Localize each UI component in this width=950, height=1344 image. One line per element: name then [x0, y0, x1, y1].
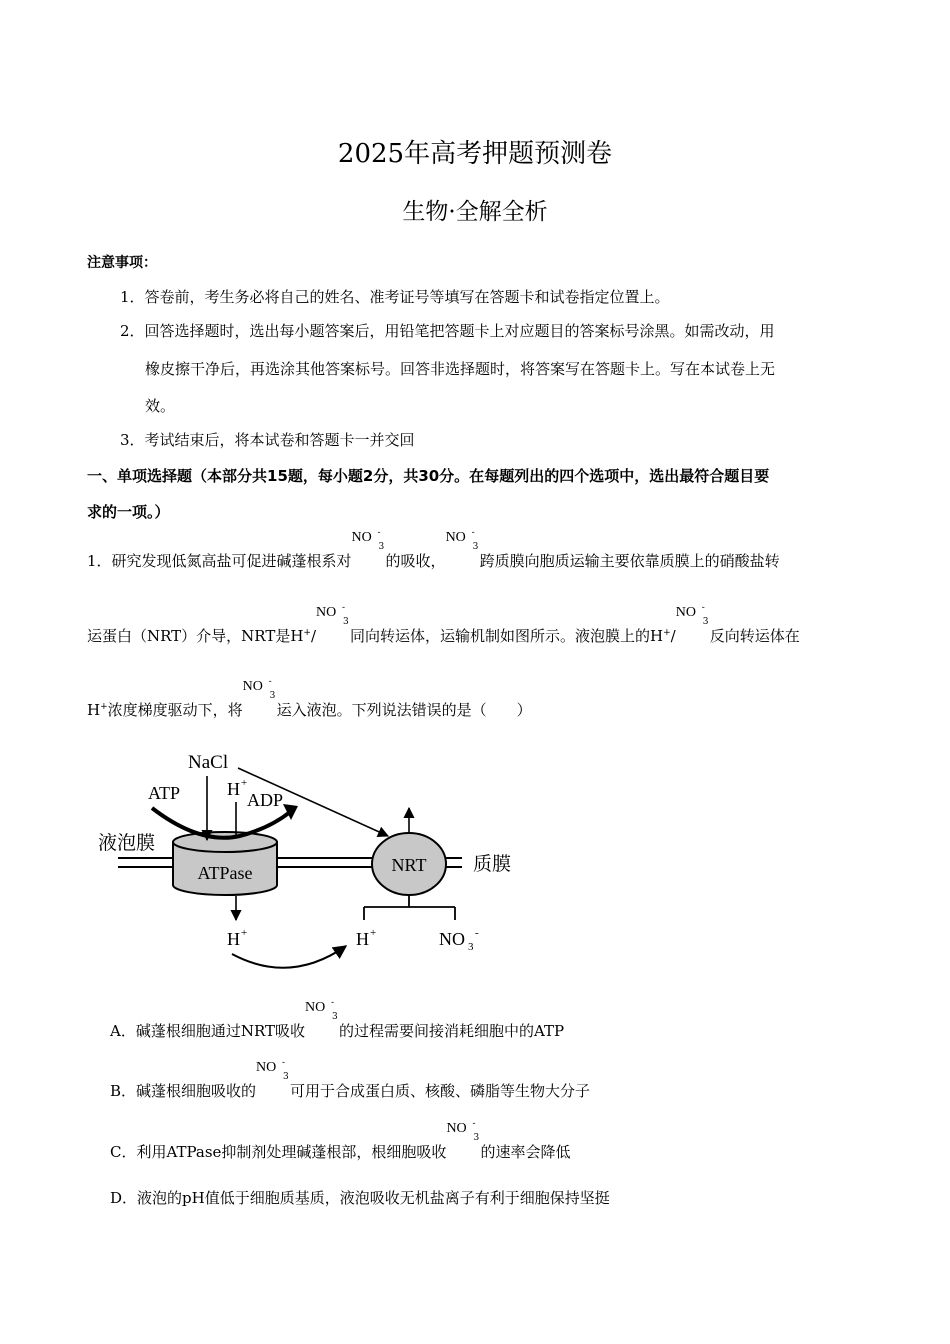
- no3-formula: NO - 3: [351, 528, 385, 552]
- no3-formula: NO - 3: [256, 1058, 289, 1082]
- atpase-top: [173, 832, 277, 852]
- notice-heading: 注意事项：: [87, 255, 157, 271]
- question-1-line-3: [87, 677, 532, 720]
- nacl-label: NaCl: [188, 752, 229, 773]
- question-text: 运蛋白（NRT）介导，NRT是H: [87, 627, 304, 645]
- option-text: C．利用ATPase抑制剂处理碱蓬根部，根细胞吸收: [110, 1143, 447, 1161]
- question-text: 反向转运体在: [709, 627, 800, 645]
- vacuole-membrane-label: 液泡膜: [98, 833, 156, 854]
- no3-subscript: 3: [468, 941, 474, 953]
- no3-formula: NO - 3: [242, 677, 276, 701]
- no3-superscript: -: [475, 927, 479, 939]
- question-text: H: [87, 701, 101, 719]
- option-text: 的过程需要间接消耗细胞中的ATP: [339, 1022, 565, 1040]
- question-text: 1．研究发现低氮高盐可促进碱蓬根系对: [87, 552, 352, 570]
- no3-formula: NO - 3: [305, 998, 338, 1022]
- h-gradient-arrow: [232, 946, 346, 968]
- atp-label: ATP: [148, 783, 181, 803]
- option-c[interactable]: [110, 1119, 571, 1162]
- h-plus: +: [370, 927, 377, 939]
- question-text: 的吸收，: [385, 552, 446, 570]
- question-text: 运入液泡。下列说法错误的是（ ）: [276, 701, 532, 719]
- question-1-line-2: [87, 603, 800, 646]
- question-text: /: [310, 627, 317, 645]
- notice-item-2-line-1: 2．回答选择题时，选出每小题答案后，用铅笔把答题卡上对应题目的答案标号涂黑。如需改动，用: [120, 322, 775, 340]
- page-subtitle: 生物·全解全析: [402, 199, 548, 225]
- no3-formula: NO - 3: [675, 603, 709, 627]
- superscript: +: [303, 628, 311, 638]
- atpase-label: ATPase: [197, 863, 253, 883]
- notice-item-2-line-2: 橡皮擦干净后，再选涂其他答案标号。回答非选择题时，将答案写在答题卡上。写在本试卷上无: [145, 360, 776, 378]
- page-title: 2025年高考押题预测卷: [337, 139, 613, 169]
- no3-label-bottom: NO: [439, 929, 465, 949]
- no3-formula: NO - 3: [446, 1119, 480, 1143]
- nrt-label: NRT: [391, 855, 427, 875]
- notice-item-2-line-3: 效。: [145, 397, 176, 415]
- option-text: 可用于合成蛋白质、核酸、磷脂等生物大分子: [290, 1082, 591, 1100]
- no3-formula: NO - 3: [316, 603, 349, 627]
- option-text: B．碱蓬根细胞吸收的: [110, 1082, 257, 1100]
- option-b[interactable]: [110, 1058, 591, 1101]
- question-text: 跨质膜向胞质运输主要依靠质膜上的硝酸盐转: [479, 552, 780, 570]
- superscript: +: [100, 702, 108, 712]
- h-label-bottom-left: H: [227, 929, 240, 949]
- notice-item-1: 1．答卷前，考生务必将自己的姓名、准考证号等填写在答题卡和试卷指定位置上。: [120, 288, 670, 306]
- adp-label: ADP: [247, 790, 284, 810]
- h-plus: +: [241, 927, 248, 939]
- question-1-line-1: [87, 528, 780, 571]
- no3-formula: NO - 3: [445, 528, 479, 552]
- option-text: 的速率会降低: [480, 1143, 571, 1161]
- option-d[interactable]: D．液泡的pH值低于细胞质基质，液泡吸收无机盐离子有利于细胞保持坚挺: [110, 1189, 610, 1207]
- h-label-top: H: [227, 779, 240, 799]
- question-text: 浓度梯度驱动下，将: [107, 701, 243, 719]
- question-text: /: [670, 627, 676, 645]
- option-a[interactable]: [110, 998, 565, 1041]
- notice-item-3: 3．考试结束后，将本试卷和答题卡一并交回: [120, 431, 415, 449]
- transport-diagram: [90, 740, 530, 980]
- h-label-bottom-right: H: [356, 929, 369, 949]
- superscript: +: [663, 628, 671, 638]
- section-heading-line-2: 求的一项。）: [87, 503, 170, 521]
- question-text: 同向转运体，运输机制如图所示。液泡膜上的H: [350, 627, 664, 645]
- h-plus: +: [241, 777, 248, 789]
- option-text: A．碱蓬根细胞通过NRT吸收: [110, 1022, 305, 1040]
- section-heading-line-1: 一、单项选择题（本部分共15题，每小题2分，共30分。在每题列出的四个选项中，选出最符合题目要: [87, 467, 770, 485]
- plasma-membrane-label: 质膜: [473, 854, 512, 875]
